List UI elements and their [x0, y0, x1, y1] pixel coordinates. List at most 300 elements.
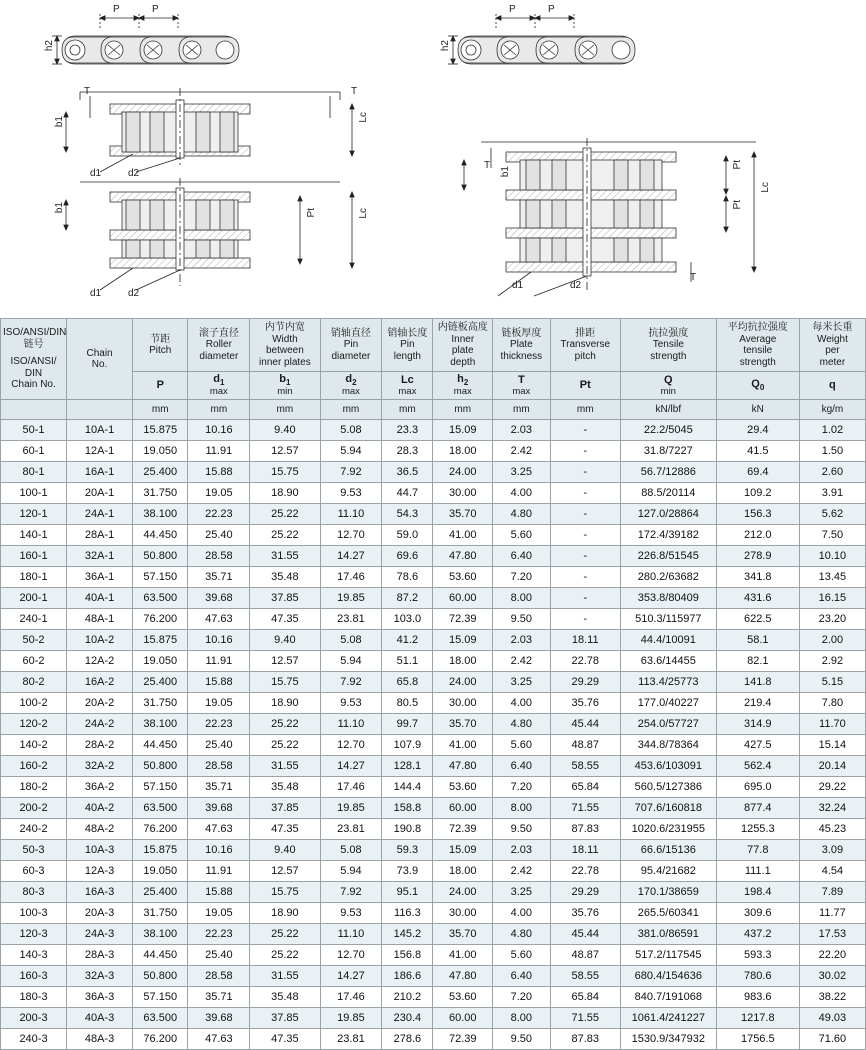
cell-value: 18.90: [250, 483, 320, 504]
cell-iso-chain-no: 160-2: [1, 756, 67, 777]
cell-chain-no: 40A-2: [67, 798, 133, 819]
cell-value: 58.55: [550, 756, 620, 777]
cell-value: 35.76: [550, 903, 620, 924]
cell-value: 76.200: [133, 1029, 188, 1050]
cell-value: 53.60: [433, 987, 493, 1008]
cell-value: 680.4/154636: [620, 966, 716, 987]
cell-value: 17.53: [799, 924, 865, 945]
cell-value: 23.20: [799, 609, 865, 630]
cell-value: 15.14: [799, 735, 865, 756]
cell-value: 50.800: [133, 966, 188, 987]
cell-value: 344.8/78364: [620, 735, 716, 756]
cell-value: 3.25: [493, 882, 551, 903]
cell-value: 38.22: [799, 987, 865, 1008]
label-b1-left-2: b1: [54, 202, 65, 214]
cell-iso-chain-no: 100-1: [1, 483, 67, 504]
cell-value: 22.20: [799, 945, 865, 966]
label-h2-left: h2: [44, 40, 55, 52]
cell-value: 31.750: [133, 693, 188, 714]
cell-value: 1217.8: [716, 1008, 799, 1029]
cell-value: 9.53: [320, 483, 382, 504]
cell-value: 57.150: [133, 777, 188, 798]
cell-value: 5.08: [320, 630, 382, 651]
cell-value: 517.2/117545: [620, 945, 716, 966]
cell-value: 172.4/39182: [620, 525, 716, 546]
cell-value: 44.4/10091: [620, 630, 716, 651]
cell-value: 56.7/12886: [620, 462, 716, 483]
sym-pt: Pt: [550, 372, 620, 400]
cell-value: 265.5/60341: [620, 903, 716, 924]
cell-value: 19.85: [320, 1008, 382, 1029]
cell-value: 145.2: [382, 924, 433, 945]
cell-chain-no: 36A-2: [67, 777, 133, 798]
cell-value: 3.91: [799, 483, 865, 504]
table-row: [1, 945, 866, 966]
cell-value: 73.9: [382, 861, 433, 882]
cell-iso-chain-no: 80-2: [1, 672, 67, 693]
cell-value: 69.4: [716, 462, 799, 483]
cell-iso-chain-no: 60-2: [1, 651, 67, 672]
cell-chain-no: 10A-2: [67, 630, 133, 651]
label-p-left-1: P: [113, 4, 120, 15]
sym-t: T max: [493, 372, 551, 400]
cell-value: 156.3: [716, 504, 799, 525]
label-d1-right: d1: [512, 280, 524, 291]
table-row: [1, 525, 866, 546]
cell-value: 15.88: [188, 882, 250, 903]
cell-value: 17.46: [320, 567, 382, 588]
cell-value: 29.29: [550, 882, 620, 903]
table-body: [1, 420, 866, 1050]
table-row: [1, 903, 866, 924]
cell-iso-chain-no: 160-3: [1, 966, 67, 987]
cell-value: 10.10: [799, 546, 865, 567]
cell-value: 18.11: [550, 630, 620, 651]
cell-value: 76.200: [133, 609, 188, 630]
cell-value: 41.2: [382, 630, 433, 651]
cell-value: 144.4: [382, 777, 433, 798]
unit-blank-2: [67, 400, 133, 420]
label-d1-left-1: d1: [90, 168, 102, 179]
cell-value: 48.87: [550, 735, 620, 756]
cell-value: 19.85: [320, 588, 382, 609]
cell-chain-no: 16A-1: [67, 462, 133, 483]
cell-value: 18.90: [250, 903, 320, 924]
label-pt-left: Pt: [306, 208, 317, 218]
cell-value: 78.6: [382, 567, 433, 588]
cell-value: 44.7: [382, 483, 433, 504]
table-row: [1, 483, 866, 504]
cell-value: 3.09: [799, 840, 865, 861]
cell-value: 9.53: [320, 903, 382, 924]
table-row: [1, 609, 866, 630]
cell-iso-chain-no: 180-1: [1, 567, 67, 588]
cell-chain-no: 20A-2: [67, 693, 133, 714]
cell-value: 254.0/57727: [620, 714, 716, 735]
cell-value: 18.00: [433, 441, 493, 462]
cell-iso-chain-no: 60-1: [1, 441, 67, 462]
cell-value: 38.100: [133, 714, 188, 735]
cell-chain-no: 12A-1: [67, 441, 133, 462]
cell-value: 4.00: [493, 693, 551, 714]
cell-value: 10.16: [188, 630, 250, 651]
table-header: [1, 319, 866, 420]
cell-value: 5.94: [320, 441, 382, 462]
cell-value: 9.53: [320, 693, 382, 714]
cell-value: 11.10: [320, 924, 382, 945]
cell-value: 877.4: [716, 798, 799, 819]
cell-value: 22.23: [188, 924, 250, 945]
cell-value: 95.4/21682: [620, 861, 716, 882]
cell-value: 63.500: [133, 1008, 188, 1029]
cell-value: 14.27: [320, 966, 382, 987]
cell-chain-no: 10A-1: [67, 420, 133, 441]
cell-value: 353.8/80409: [620, 588, 716, 609]
cell-value: 63.500: [133, 798, 188, 819]
cell-value: 29.22: [799, 777, 865, 798]
cell-value: 15.875: [133, 840, 188, 861]
cell-value: 38.100: [133, 504, 188, 525]
cell-value: 15.75: [250, 882, 320, 903]
unit-d2: mm: [320, 400, 382, 420]
cell-chain-no: 24A-2: [67, 714, 133, 735]
cell-value: 44.450: [133, 525, 188, 546]
header-row-units: [1, 400, 866, 420]
cell-value: 28.58: [188, 756, 250, 777]
cell-iso-chain-no: 160-1: [1, 546, 67, 567]
cell-value: 107.9: [382, 735, 433, 756]
th-average-tensile-strength: 平均抗拉强度 Average tensile strength: [716, 319, 799, 372]
cell-value: 9.40: [250, 420, 320, 441]
cell-value: 2.03: [493, 630, 551, 651]
th-transverse-pitch: 排距 Transverse pitch: [550, 319, 620, 372]
unit-weight: kg/m: [799, 400, 865, 420]
cell-value: 109.2: [716, 483, 799, 504]
cell-value: 158.8: [382, 798, 433, 819]
cell-value: 38.100: [133, 924, 188, 945]
cell-value: 39.68: [188, 798, 250, 819]
cell-value: 25.40: [188, 945, 250, 966]
cell-iso-chain-no: 200-1: [1, 588, 67, 609]
cell-chain-no: 32A-2: [67, 756, 133, 777]
cell-value: 28.58: [188, 546, 250, 567]
cell-value: 23.81: [320, 819, 382, 840]
cell-chain-no: 28A-1: [67, 525, 133, 546]
cell-value: 24.00: [433, 462, 493, 483]
cell-value: 156.8: [382, 945, 433, 966]
cell-chain-no: 48A-2: [67, 819, 133, 840]
cell-value: 5.60: [493, 945, 551, 966]
cell-value: -: [550, 546, 620, 567]
cell-value: 278.9: [716, 546, 799, 567]
cell-value: 226.8/51545: [620, 546, 716, 567]
table-row: [1, 735, 866, 756]
label-b1-left-1: b1: [54, 116, 65, 128]
cell-value: 170.1/38659: [620, 882, 716, 903]
cell-value: 116.3: [382, 903, 433, 924]
label-t-right-1: T: [484, 160, 491, 171]
cell-value: 66.6/15136: [620, 840, 716, 861]
cell-value: 11.91: [188, 651, 250, 672]
cell-value: 50.800: [133, 546, 188, 567]
unit-lc: mm: [382, 400, 433, 420]
cell-chain-no: 12A-2: [67, 651, 133, 672]
table-row: [1, 987, 866, 1008]
sym-q-weight: q: [799, 372, 865, 400]
cell-value: 10.16: [188, 840, 250, 861]
cell-value: 12.57: [250, 861, 320, 882]
unit-b1: mm: [250, 400, 320, 420]
cell-value: 1530.9/347932: [620, 1029, 716, 1050]
cell-value: 25.22: [250, 714, 320, 735]
label-p-right-2: P: [548, 4, 555, 15]
cell-value: 19.050: [133, 651, 188, 672]
cell-value: 5.15: [799, 672, 865, 693]
cell-iso-chain-no: 240-2: [1, 819, 67, 840]
cell-value: 127.0/28864: [620, 504, 716, 525]
cell-value: 111.1: [716, 861, 799, 882]
cell-value: 60.00: [433, 798, 493, 819]
cell-chain-no: 28A-2: [67, 735, 133, 756]
cell-value: 4.00: [493, 903, 551, 924]
cell-value: -: [550, 588, 620, 609]
cell-chain-no: 40A-3: [67, 1008, 133, 1029]
cell-value: 95.1: [382, 882, 433, 903]
cell-value: 30.00: [433, 483, 493, 504]
th-pitch: 节距 Pitch: [133, 319, 188, 372]
th-plate-thickness: 链板厚度 Plate thickness: [493, 319, 551, 372]
cell-value: 177.0/40227: [620, 693, 716, 714]
cell-value: 15.09: [433, 420, 493, 441]
cell-value: 18.11: [550, 840, 620, 861]
cell-value: 37.85: [250, 798, 320, 819]
cell-chain-no: 36A-1: [67, 567, 133, 588]
cell-value: 198.4: [716, 882, 799, 903]
cell-value: 32.24: [799, 798, 865, 819]
cell-value: 5.94: [320, 651, 382, 672]
cell-value: 437.2: [716, 924, 799, 945]
cell-value: 18.00: [433, 861, 493, 882]
cell-value: 186.6: [382, 966, 433, 987]
table-row: [1, 840, 866, 861]
cell-value: 59.0: [382, 525, 433, 546]
cell-value: 9.50: [493, 609, 551, 630]
cell-value: 4.80: [493, 924, 551, 945]
cell-iso-chain-no: 120-2: [1, 714, 67, 735]
cell-value: 23.81: [320, 1029, 382, 1050]
cell-value: 99.7: [382, 714, 433, 735]
technical-drawings: [0, 0, 866, 318]
table-row: [1, 1029, 866, 1050]
table-row: [1, 693, 866, 714]
table-row: [1, 420, 866, 441]
cell-iso-chain-no: 120-1: [1, 504, 67, 525]
cell-value: 141.8: [716, 672, 799, 693]
cell-value: -: [550, 525, 620, 546]
cell-value: 2.60: [799, 462, 865, 483]
cell-value: 20.14: [799, 756, 865, 777]
cell-value: 23.81: [320, 609, 382, 630]
cell-value: 87.2: [382, 588, 433, 609]
cell-value: 210.2: [382, 987, 433, 1008]
sym-d1: $d_1$ max: [188, 372, 250, 400]
cell-value: 7.92: [320, 672, 382, 693]
table-row: [1, 588, 866, 609]
table-row: [1, 777, 866, 798]
cell-value: 54.3: [382, 504, 433, 525]
cell-value: 19.050: [133, 861, 188, 882]
cell-value: 113.4/25773: [620, 672, 716, 693]
table-row: [1, 924, 866, 945]
table-row: [1, 504, 866, 525]
cell-value: 7.80: [799, 693, 865, 714]
cell-value: 45.23: [799, 819, 865, 840]
cell-value: 19.050: [133, 441, 188, 462]
table-row: [1, 1008, 866, 1029]
cell-iso-chain-no: 140-2: [1, 735, 67, 756]
cell-iso-chain-no: 240-3: [1, 1029, 67, 1050]
cell-value: 41.00: [433, 525, 493, 546]
cell-chain-no: 32A-3: [67, 966, 133, 987]
cell-chain-no: 28A-3: [67, 945, 133, 966]
cell-value: 58.1: [716, 630, 799, 651]
label-d2-left-1: d2: [128, 168, 140, 179]
cell-iso-chain-no: 240-1: [1, 609, 67, 630]
cell-value: 19.85: [320, 798, 382, 819]
cell-value: 88.5/20114: [620, 483, 716, 504]
cell-chain-no: 36A-3: [67, 987, 133, 1008]
cell-value: 2.03: [493, 420, 551, 441]
cell-value: 15.09: [433, 840, 493, 861]
cell-value: 35.48: [250, 567, 320, 588]
cell-value: 5.62: [799, 504, 865, 525]
th-pin-length: 销轴长度 Pin length: [382, 319, 433, 372]
cell-value: 25.40: [188, 735, 250, 756]
table-row: [1, 630, 866, 651]
cell-value: 47.80: [433, 756, 493, 777]
label-t-left-1: T: [84, 86, 91, 97]
cell-value: 36.5: [382, 462, 433, 483]
label-b1-right: b1: [500, 166, 511, 178]
cell-value: 24.00: [433, 672, 493, 693]
cell-iso-chain-no: 100-3: [1, 903, 67, 924]
cell-value: 381.0/86591: [620, 924, 716, 945]
cell-value: 71.55: [550, 1008, 620, 1029]
th-inner-plate-depth: 内链板高度 Inner plate depth: [433, 319, 493, 372]
table-row: [1, 672, 866, 693]
th-roller-diameter: 滚子直径 Roller diameter: [188, 319, 250, 372]
cell-value: 5.08: [320, 840, 382, 861]
cell-value: 47.63: [188, 819, 250, 840]
cell-chain-no: 20A-1: [67, 483, 133, 504]
cell-value: 77.8: [716, 840, 799, 861]
cell-value: 1.02: [799, 420, 865, 441]
cell-value: 5.60: [493, 735, 551, 756]
table-row: [1, 546, 866, 567]
cell-value: 1020.6/231955: [620, 819, 716, 840]
cell-value: 58.55: [550, 966, 620, 987]
cell-value: 47.35: [250, 609, 320, 630]
cell-value: 45.44: [550, 924, 620, 945]
cell-value: 9.40: [250, 840, 320, 861]
cell-value: 12.57: [250, 441, 320, 462]
table-row: [1, 798, 866, 819]
cell-value: 1.50: [799, 441, 865, 462]
cell-value: 65.84: [550, 987, 620, 1008]
cell-value: 31.8/7227: [620, 441, 716, 462]
cell-value: 47.35: [250, 819, 320, 840]
cell-value: 9.40: [250, 630, 320, 651]
cell-value: 190.8: [382, 819, 433, 840]
cell-value: -: [550, 609, 620, 630]
cell-value: 51.1: [382, 651, 433, 672]
cell-value: 35.71: [188, 777, 250, 798]
cell-value: 57.150: [133, 567, 188, 588]
cell-value: 510.3/115977: [620, 609, 716, 630]
cell-value: 72.39: [433, 609, 493, 630]
cell-value: 10.16: [188, 420, 250, 441]
cell-value: 35.48: [250, 987, 320, 1008]
label-d2-left-2: d2: [128, 288, 140, 299]
table-row: [1, 819, 866, 840]
cell-value: 2.42: [493, 861, 551, 882]
cell-value: 35.70: [433, 714, 493, 735]
cell-value: 69.6: [382, 546, 433, 567]
cell-value: 6.40: [493, 756, 551, 777]
table-row: [1, 651, 866, 672]
sym-q: Q min: [620, 372, 716, 400]
cell-iso-chain-no: 50-3: [1, 840, 67, 861]
cell-value: 57.150: [133, 987, 188, 1008]
label-t-right-2: T: [690, 272, 697, 283]
unit-d1: mm: [188, 400, 250, 420]
table-row: [1, 714, 866, 735]
cell-value: 47.63: [188, 1029, 250, 1050]
table-row: [1, 966, 866, 987]
sym-b1: $b_1$ min: [250, 372, 320, 400]
cell-value: -: [550, 441, 620, 462]
cell-value: 7.50: [799, 525, 865, 546]
cell-value: 15.875: [133, 420, 188, 441]
cell-value: 37.85: [250, 1008, 320, 1029]
cell-value: 45.44: [550, 714, 620, 735]
cell-value: 7.92: [320, 462, 382, 483]
label-pt-right-2: Pt: [732, 200, 743, 210]
cell-value: 2.00: [799, 630, 865, 651]
cell-value: 39.68: [188, 1008, 250, 1029]
cell-value: 15.75: [250, 462, 320, 483]
cell-iso-chain-no: 140-1: [1, 525, 67, 546]
cell-value: 7.20: [493, 987, 551, 1008]
sym-q0: $Q_0$: [716, 372, 799, 400]
cell-value: 18.00: [433, 651, 493, 672]
cell-value: 230.4: [382, 1008, 433, 1029]
table-row: [1, 756, 866, 777]
cell-iso-chain-no: 100-2: [1, 693, 67, 714]
cell-value: 37.85: [250, 588, 320, 609]
cell-value: 22.23: [188, 504, 250, 525]
cell-value: 11.77: [799, 903, 865, 924]
cell-value: 11.91: [188, 441, 250, 462]
cell-value: 219.4: [716, 693, 799, 714]
cell-iso-chain-no: 140-3: [1, 945, 67, 966]
cell-value: 53.60: [433, 567, 493, 588]
cell-iso-chain-no: 180-3: [1, 987, 67, 1008]
unit-q0: kN: [716, 400, 799, 420]
cell-value: 314.9: [716, 714, 799, 735]
cell-value: 5.60: [493, 525, 551, 546]
cell-chain-no: 48A-3: [67, 1029, 133, 1050]
